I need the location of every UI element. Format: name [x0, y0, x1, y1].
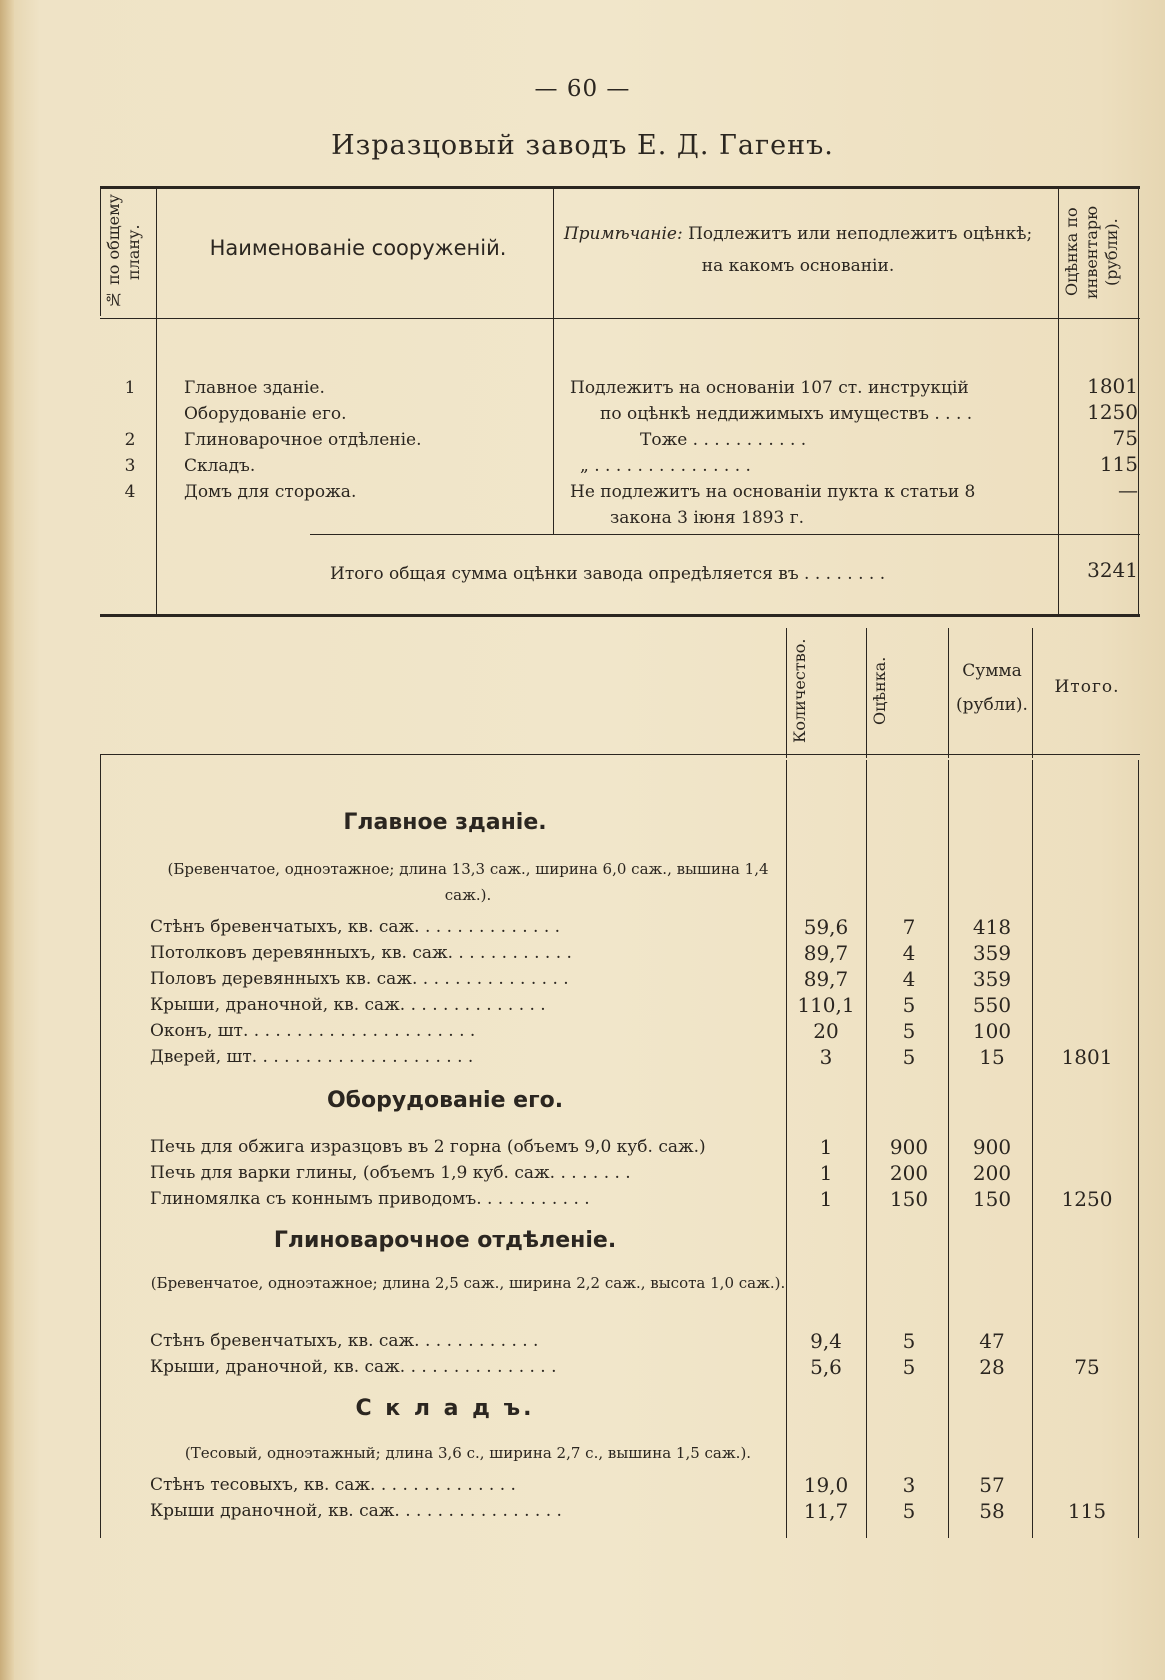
- row-label: Оконъ, шт. . . . . . . . . . . . . . . . . . . . . .: [150, 1021, 476, 1041]
- row-label: Крыши, драночной, кв. саж. . . . . . . . . . . . . .: [150, 995, 546, 1015]
- table-row: [100, 1472, 1140, 1498]
- row-sum: 47: [979, 1329, 1005, 1353]
- row-sum: 359: [972, 967, 1012, 991]
- row-quantity: 19,0: [803, 1473, 849, 1497]
- row-note: Подлежитъ на основаніи 107 ст. инструкцій: [570, 378, 969, 398]
- header-quantity: Количество.: [790, 638, 809, 744]
- row-value: 75: [1112, 426, 1138, 450]
- row-label: Стѣнъ бревенчатыхъ, кв. саж. . . . . . . . . . . . . .: [150, 917, 561, 937]
- row-number: 3: [124, 456, 136, 476]
- header-sum: Сумма (рубли).: [956, 661, 1028, 715]
- row-label: Глиномялка съ коннымъ приводомъ. . . . . . . . . . .: [150, 1189, 590, 1209]
- row-name: Складъ.: [184, 456, 256, 476]
- row-name: Домъ для сторожа.: [184, 482, 357, 502]
- header-valuation: Оцѣнка по инвентарю (рубли).: [1062, 205, 1121, 299]
- total-label: Итого общая сумма оцѣнки завода опредѣляется въ . . . . . . . .: [330, 564, 886, 584]
- section-description: (Бревенчатое, одноэтажное; длина 13,3 саж., ширина 6,0 саж., вышина 1,4 саж.).: [167, 860, 769, 904]
- row-label: Стѣнъ тесовыхъ, кв. саж. . . . . . . . . . . . . .: [150, 1475, 516, 1495]
- row-note: закона 3 іюня 1893 г.: [610, 508, 805, 528]
- row-name: Оборудованіе его.: [184, 404, 347, 424]
- row-number: 2: [124, 430, 136, 450]
- row-note: „ . . . . . . . . . . . . . . .: [580, 456, 751, 476]
- page-number: — 60 —: [534, 76, 631, 102]
- row-number: [120, 401, 140, 427]
- table-rule: [100, 614, 1140, 617]
- header-note-text: Подлежитъ или неподлежитъ оцѣнкѣ; на какомъ основаніи.: [688, 224, 1033, 276]
- row-quantity: 3: [819, 1045, 833, 1069]
- row-label: Крыши драночной, кв. саж. . . . . . . . . . . . . . . .: [150, 1501, 562, 1521]
- header-plan-no: № по общему плану.: [104, 194, 143, 310]
- table-row: [100, 992, 1140, 1018]
- row-quantity: 110,1: [797, 993, 855, 1017]
- row-sum: 900: [972, 1135, 1012, 1159]
- section-title: С к л а д ъ.: [355, 1396, 535, 1421]
- table-row: [100, 1328, 1140, 1354]
- table-rule: [100, 754, 1140, 755]
- row-sum: 200: [972, 1161, 1012, 1185]
- row-sum: 57: [979, 1473, 1005, 1497]
- row-sum: 418: [972, 915, 1012, 939]
- header-rate: Оцѣнка.: [870, 656, 889, 726]
- row-rate: 5: [902, 993, 916, 1017]
- section-description: (Бревенчатое, одноэтажное; длина 2,5 саж., ширина 2,2 саж., высота 1,0 саж.).: [150, 1274, 786, 1292]
- row-quantity: 5,6: [810, 1355, 842, 1379]
- row-sum: 550: [972, 993, 1012, 1017]
- row-total: 75: [1074, 1355, 1100, 1379]
- table-rule: [100, 318, 1140, 319]
- row-label: Дверей, шт. . . . . . . . . . . . . . . . . . . . .: [150, 1047, 474, 1067]
- row-rate: 5: [902, 1499, 916, 1523]
- table-rule: [1138, 186, 1139, 614]
- row-rate: 4: [902, 941, 916, 965]
- total-value: 3241: [1087, 558, 1138, 582]
- row-sum: 28: [979, 1355, 1005, 1379]
- row-quantity: 89,7: [803, 967, 849, 991]
- header-note: [558, 218, 1038, 282]
- page-spine-shadow: [0, 0, 14, 1680]
- section-description: (Тесовый, одноэтажный; длина 3,6 с., ширина 2,7 с., вышина 1,5 саж.).: [184, 1444, 752, 1462]
- row-label: Печь для обжига изразцовъ въ 2 горна (объемъ 9,0 куб. саж.): [150, 1137, 706, 1157]
- table-row: [100, 1498, 1140, 1524]
- table-rule: [786, 628, 787, 758]
- row-quantity: 9,4: [810, 1329, 842, 1353]
- row-rate: 5: [902, 1019, 916, 1043]
- row-label: Стѣнъ бревенчатыхъ, кв. саж. . . . . . . . . . . .: [150, 1331, 539, 1351]
- header-total: Итого.: [1054, 677, 1120, 697]
- row-value: 115: [1099, 452, 1138, 476]
- row-number: 1: [124, 378, 136, 398]
- row-name: Главное зданіе.: [184, 378, 325, 398]
- row-quantity: 1: [819, 1135, 833, 1159]
- row-sum: 359: [972, 941, 1012, 965]
- row-rate: 5: [902, 1045, 916, 1069]
- table-rule: [100, 186, 101, 316]
- table-row: [100, 1160, 1140, 1186]
- row-total: 115: [1067, 1499, 1107, 1523]
- row-note: Тоже . . . . . . . . . . .: [640, 430, 807, 450]
- row-quantity: 89,7: [803, 941, 849, 965]
- row-rate: 3: [902, 1473, 916, 1497]
- row-note: по оцѣнкѣ неддижимыхъ имуществъ . . . .: [600, 404, 973, 424]
- row-quantity: 11,7: [803, 1499, 849, 1523]
- table-rule: [310, 534, 1140, 535]
- row-rate: 5: [902, 1329, 916, 1353]
- detail-table: [100, 618, 1140, 1538]
- row-rate: 900: [889, 1135, 929, 1159]
- row-note: Не подлежитъ на основаніи пукта к статьи 8: [570, 482, 976, 502]
- table-row: [100, 1354, 1140, 1380]
- row-rate: 4: [902, 967, 916, 991]
- row-sum: 150: [972, 1187, 1012, 1211]
- row-total: 1250: [1061, 1187, 1113, 1211]
- row-label: Половъ деревянныхъ кв. саж. . . . . . . . . . . . . . .: [150, 969, 569, 989]
- summary-table: [100, 186, 1140, 618]
- row-number: 4: [124, 482, 136, 502]
- table-rule: [100, 186, 1140, 189]
- row-rate: 200: [889, 1161, 929, 1185]
- row-sum: 100: [972, 1019, 1012, 1043]
- table-row: [100, 940, 1140, 966]
- row-value: 1250: [1087, 400, 1138, 424]
- table-row: [100, 1018, 1140, 1044]
- section-title: Главное зданіе.: [343, 810, 547, 835]
- row-name: Глиноварочное отдѣленіе.: [184, 430, 422, 450]
- page-title: Изразцовый заводъ Е. Д. Гагенъ.: [331, 130, 834, 161]
- table-row: [100, 966, 1140, 992]
- section-title: Глиноварочное отдѣленіе.: [273, 1228, 617, 1253]
- row-label: Печь для варки глины, (объемъ 1,9 куб. саж. . . . . . . .: [150, 1163, 631, 1183]
- row-rate: 150: [889, 1187, 929, 1211]
- table-row: [100, 1134, 1140, 1160]
- table-rule: [948, 628, 949, 758]
- row-quantity: 20: [813, 1019, 839, 1043]
- row-sum: 58: [979, 1499, 1005, 1523]
- row-label: Крыши, драночной, кв. саж. . . . . . . . . . . . . . .: [150, 1357, 557, 1377]
- row-rate: 7: [902, 915, 916, 939]
- row-quantity: 1: [819, 1187, 833, 1211]
- row-quantity: 59,6: [803, 915, 849, 939]
- row-total: 1801: [1061, 1045, 1113, 1069]
- row-label: Потолковъ деревянныхъ, кв. саж. . . . . . . . . . . .: [150, 943, 572, 963]
- row-value: 1801: [1087, 374, 1138, 398]
- row-rate: 5: [902, 1355, 916, 1379]
- table-rule: [156, 186, 157, 614]
- header-note-label: Примѣчаніе:: [563, 224, 683, 244]
- table-rule: [866, 628, 867, 758]
- table-row: [100, 1044, 1140, 1070]
- row-quantity: 1: [819, 1161, 833, 1185]
- row-sum: 15: [979, 1045, 1005, 1069]
- table-row: [100, 1186, 1140, 1212]
- header-name: Наименованіе сооруженій.: [209, 236, 507, 260]
- table-row: [100, 914, 1140, 940]
- row-value: —: [1118, 478, 1138, 502]
- section-title: Оборудованіе его.: [326, 1088, 564, 1113]
